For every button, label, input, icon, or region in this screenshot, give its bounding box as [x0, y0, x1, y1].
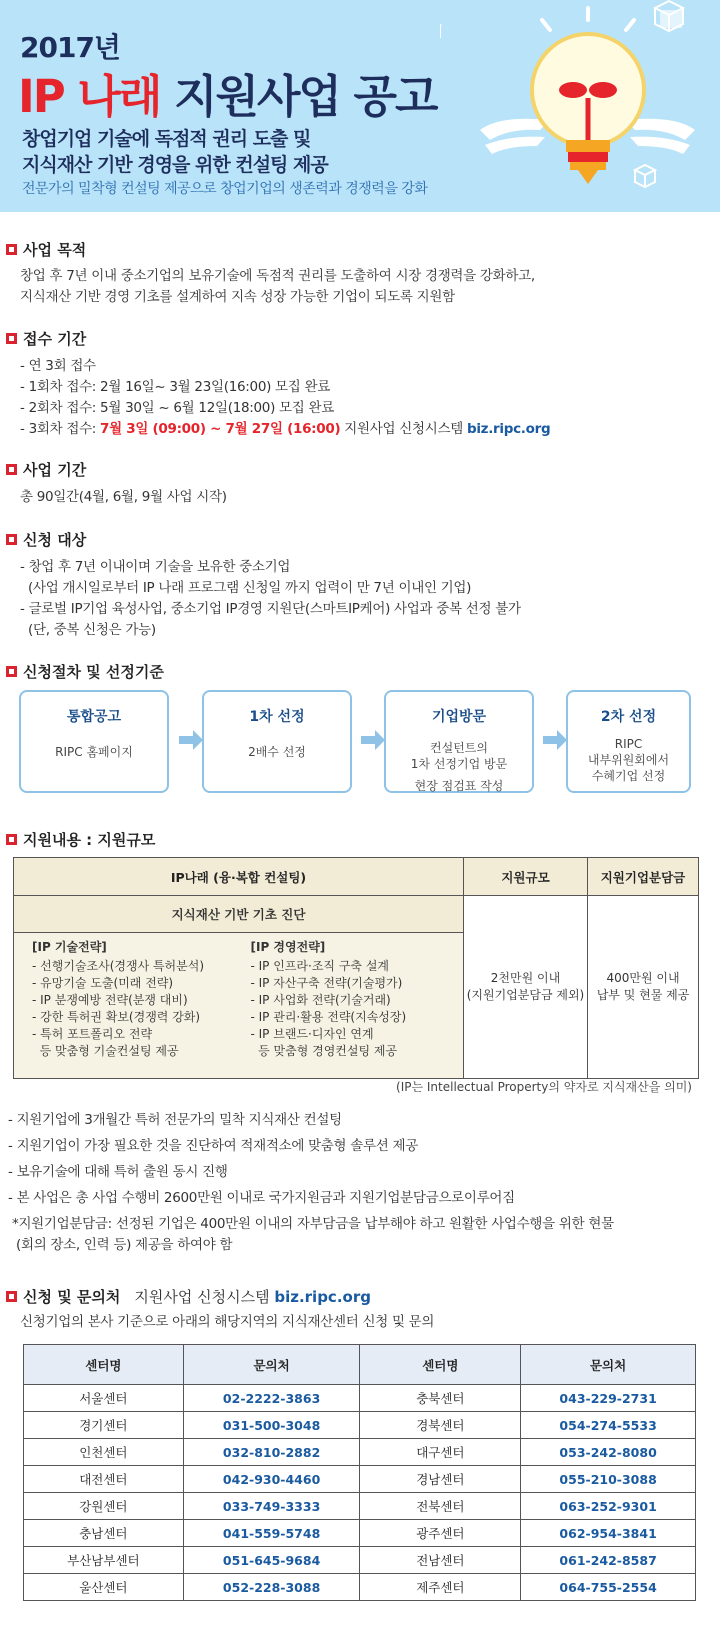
- step-desc-2: 현장 점검표 작성: [414, 779, 504, 793]
- procedure-step-2: [202, 690, 352, 793]
- support-bullet-3: - 보유기술에 대해 특허 출원 동시 진행: [8, 1164, 228, 1180]
- procedure-step-4: [566, 690, 691, 793]
- step-desc: RIPC 홈페이지: [55, 745, 133, 759]
- arrow-right-icon: [543, 730, 567, 750]
- reception-third-prefix: - 3회차 접수:: [20, 421, 101, 437]
- table-row: [24, 1547, 696, 1574]
- target-line-4: (단, 중복 신청은 가능): [20, 622, 156, 638]
- lightbulb-illustration: [440, 0, 720, 212]
- target-line-3: - 글로벌 IP기업 육성사업, 중소기업 IP경영 지원단(스마트IP케어) 사업과 중복 선정 불가: [20, 601, 521, 617]
- step-title: 2차 선정: [600, 709, 657, 725]
- section-bullet-icon: [6, 834, 17, 845]
- center-phone[interactable]: 032-810-2882: [183, 1439, 360, 1466]
- center-name: 제주센터: [360, 1574, 521, 1601]
- tech-item: - 선행기술조사(경쟁사 특허분석): [32, 959, 205, 973]
- center-name: 경북센터: [360, 1412, 521, 1439]
- banner-subtitle-1: 창업기업 기술에 독점적 권리 도출 및: [22, 128, 311, 150]
- center-phone[interactable]: 063-252-9301: [521, 1493, 696, 1520]
- support-scale-amount: 2천만원 이내: [490, 971, 561, 985]
- center-phone[interactable]: 042-930-4460: [183, 1466, 360, 1493]
- center-name: 경남센터: [360, 1466, 521, 1493]
- center-name: 부산남부센터: [24, 1547, 184, 1574]
- arrow-right-icon: [361, 730, 385, 750]
- support-share-amount: 400만원 이내: [606, 971, 680, 985]
- table-row: [24, 1520, 696, 1547]
- mgmt-item: - IP 인프라·조직 구축 설계: [250, 959, 390, 973]
- contact-system-label: 지원사업 신청시스템: [134, 1288, 275, 1306]
- mgmt-strategy-title: [IP 경영전략]: [250, 940, 326, 954]
- target-line-2: (사업 개시일로부터 IP 나래 프로그램 신청일 까지 업력이 만 7년 이내인 기업): [20, 580, 472, 596]
- tech-strategy-list: [20, 939, 239, 1060]
- center-phone[interactable]: 054-274-5533: [521, 1412, 696, 1439]
- section-contact-heading: 신청 및 문의처: [23, 1288, 121, 1306]
- section-bullet-icon: [6, 534, 17, 545]
- tech-item: - 특허 포트폴리오 전략: [32, 1027, 153, 1041]
- section-purpose: [6, 239, 86, 260]
- table-row: [24, 1466, 696, 1493]
- tech-item: - 유망기술 도출(미래 전략): [32, 976, 174, 990]
- section-period: [6, 459, 86, 480]
- center-phone[interactable]: 064-755-2554: [521, 1574, 696, 1601]
- reception-third-period: 7월 3일 (09:00) ~ 7월 27일 (16:00): [100, 421, 341, 437]
- center-name: 강원센터: [24, 1493, 184, 1520]
- banner-subtitle-2: 지식재산 기반 경영을 위한 컨설팅 제공: [22, 154, 328, 176]
- support-bullet-4: - 본 사업은 총 사업 수행비 2600만원 이내로 국가지원금과 지원기업분담금으로이루어짐: [8, 1190, 515, 1206]
- contact-system-text: [134, 1286, 371, 1307]
- table-row: [24, 1385, 696, 1412]
- center-phone[interactable]: 031-500-3048: [183, 1412, 360, 1439]
- center-name: 전남센터: [360, 1547, 521, 1574]
- support-header-scale: 지원규모: [464, 858, 588, 896]
- reception-line-3: - 2회차 접수: 5월 30일 ~ 6월 12일(18:00) 모집 완료: [20, 400, 335, 416]
- step-title: 통합공고: [66, 709, 122, 725]
- mgmt-item: 등 맞춤형 경영컨설팅 제공: [250, 1044, 398, 1058]
- center-phone[interactable]: 02-2222-3863: [183, 1385, 360, 1412]
- support-detail-cell: [14, 933, 464, 1079]
- section-purpose-heading: 사업 목적: [23, 241, 87, 259]
- target-line-1: - 창업 후 7년 이내이며 기술을 보유한 중소기업: [20, 559, 291, 575]
- support-table: [13, 857, 699, 1079]
- mgmt-strategy-list: [239, 939, 458, 1060]
- section-bullet-icon: [6, 464, 17, 475]
- tech-item: 등 맞춤형 기술컨설팅 제공: [32, 1044, 179, 1058]
- contact-line: 신청기업의 본사 기준으로 아래의 해당지역의 지식재산센터 신청 및 문의: [20, 1314, 435, 1330]
- contact-table: [23, 1344, 696, 1601]
- contact-header-center: 센터명: [24, 1345, 184, 1385]
- section-target-heading: 신청 대상: [23, 531, 87, 549]
- tech-item: - 강한 특허권 확보(경쟁력 강화): [32, 1010, 201, 1024]
- center-phone[interactable]: 041-559-5748: [183, 1520, 360, 1547]
- reception-line-2: - 1회차 접수: 2월 16일~ 3월 23일(16:00) 모집 완료: [20, 379, 331, 395]
- mgmt-item: - IP 자산구축 전략(기술평가): [250, 976, 403, 990]
- support-scale-note: (지원기업분담금 제외): [466, 988, 585, 1002]
- mgmt-item: - IP 관리·활용 전략(지속성장): [250, 1010, 407, 1024]
- support-scale-cell: [464, 896, 588, 1079]
- step-desc: RIPC 내부위원회에서 수혜기업 선정: [587, 737, 670, 783]
- center-name: 울산센터: [24, 1574, 184, 1601]
- center-name: 충남센터: [24, 1520, 184, 1547]
- section-procedure: [6, 661, 164, 682]
- center-name: 인천센터: [24, 1439, 184, 1466]
- section-bullet-icon: [6, 244, 17, 255]
- table-row: [24, 1574, 696, 1601]
- banner: [0, 0, 720, 212]
- table-row: [24, 1493, 696, 1520]
- banner-subtitle-3: 전문가의 밀착형 컨설팅 제공으로 창업기업의 생존력과 경쟁력을 강화: [22, 181, 428, 197]
- support-subheader: 지식재산 기반 기초 진단: [14, 896, 464, 933]
- tech-strategy-title: [IP 기술전략]: [32, 940, 107, 954]
- contact-system-link[interactable]: biz.ripc.org: [274, 1288, 371, 1306]
- step-desc: 2배수 선정: [248, 745, 306, 759]
- support-share-note: 납부 및 현물 제공: [596, 988, 690, 1002]
- center-phone[interactable]: 061-242-8587: [521, 1547, 696, 1574]
- center-name: 대전센터: [24, 1466, 184, 1493]
- center-phone[interactable]: 053-242-8080: [521, 1439, 696, 1466]
- reception-line-4: [20, 419, 550, 440]
- reception-third-middle: 지원사업 신청시스템: [340, 421, 467, 437]
- section-bullet-icon: [6, 333, 17, 344]
- center-phone[interactable]: 043-229-2731: [521, 1385, 696, 1412]
- table-row: [24, 1412, 696, 1439]
- period-line: 총 90일간(4월, 6월, 9월 사업 시작): [20, 489, 227, 505]
- support-bullet-1: - 지원기업에 3개월간 특허 전문가의 밀착 지식재산 컨설팅: [8, 1112, 342, 1128]
- step-desc: 컨설턴트의 1차 선정기업 방문: [410, 741, 508, 771]
- center-name: 대구센터: [360, 1439, 521, 1466]
- support-bullet-5: *지원기업분담금: 선정된 기업은 400만원 이내의 자부담금을 납부해야 하고 원활한 사업수행을 위한 현물: [8, 1216, 614, 1232]
- purpose-line-2: 지식재산 기반 경영 기초를 설계하여 지속 성장 가능한 기업이 되도록 지원함: [20, 289, 455, 305]
- center-phone[interactable]: 052-228-3088: [183, 1574, 360, 1601]
- reception-line-1: - 연 3회 접수: [20, 358, 96, 374]
- procedure-step-3: [384, 690, 534, 793]
- center-name: 서울센터: [24, 1385, 184, 1412]
- section-bullet-icon: [6, 1291, 17, 1302]
- procedure-flow: [19, 690, 691, 793]
- section-period-heading: 사업 기간: [23, 461, 87, 479]
- center-phone[interactable]: 051-645-9684: [183, 1547, 360, 1574]
- ip-definition-note: (IP는 Intellectual Property의 약자로 지식재산을 의미): [396, 1080, 692, 1094]
- section-reception-heading: 접수 기간: [23, 330, 87, 348]
- section-bullet-icon: [6, 666, 17, 677]
- support-bullet-6: (회의 장소, 인력 등) 제공을 하여야 함: [8, 1237, 233, 1253]
- banner-title-program: IP 나래: [18, 70, 161, 123]
- center-name: 충북센터: [360, 1385, 521, 1412]
- support-share-cell: [588, 896, 699, 1079]
- step-title: 기업방문: [431, 709, 487, 725]
- table-row: [24, 1439, 696, 1466]
- section-support: [6, 829, 155, 850]
- center-name: 전북센터: [360, 1493, 521, 1520]
- contact-header-phone: 문의처: [521, 1345, 696, 1385]
- banner-year: 2017년: [20, 31, 120, 64]
- contact-header-phone: 문의처: [183, 1345, 360, 1385]
- arrow-right-icon: [179, 730, 203, 750]
- procedure-step-1: [19, 690, 169, 793]
- reception-system-link[interactable]: biz.ripc.org: [466, 421, 551, 437]
- support-header-share: 지원기업분담금: [588, 858, 699, 896]
- banner-title: [18, 60, 437, 125]
- banner-title-rest: 지원사업 공고: [174, 70, 437, 123]
- center-name: 광주센터: [360, 1520, 521, 1547]
- support-header-program: IP나래 (융·복합 컨설팅): [14, 858, 464, 896]
- contact-header-center: 센터명: [360, 1345, 521, 1385]
- tech-item: - IP 분쟁예방 전략(분쟁 대비): [32, 993, 188, 1007]
- center-phone[interactable]: 033-749-3333: [183, 1493, 360, 1520]
- mgmt-item: - IP 브랜드·디자인 연계: [250, 1027, 374, 1041]
- section-contact: [6, 1286, 371, 1307]
- center-name: 경기센터: [24, 1412, 184, 1439]
- mgmt-item: - IP 사업화 전략(기술거래): [250, 993, 391, 1007]
- section-target: [6, 529, 86, 550]
- step-title: 1차 선정: [249, 709, 305, 725]
- center-phone[interactable]: 055-210-3088: [521, 1466, 696, 1493]
- section-reception: [6, 328, 86, 349]
- center-phone[interactable]: 062-954-3841: [521, 1520, 696, 1547]
- purpose-line-1: 창업 후 7년 이내 중소기업의 보유기술에 독점적 권리를 도출하여 시장 경쟁력을 강화하고,: [20, 268, 535, 284]
- section-support-heading: 지원내용 : 지원규모: [23, 831, 156, 849]
- support-bullet-2: - 지원기업이 가장 필요한 것을 진단하여 적재적소에 맞춤형 솔루션 제공: [8, 1138, 418, 1154]
- section-procedure-heading: 신청절차 및 선정기준: [23, 663, 164, 681]
